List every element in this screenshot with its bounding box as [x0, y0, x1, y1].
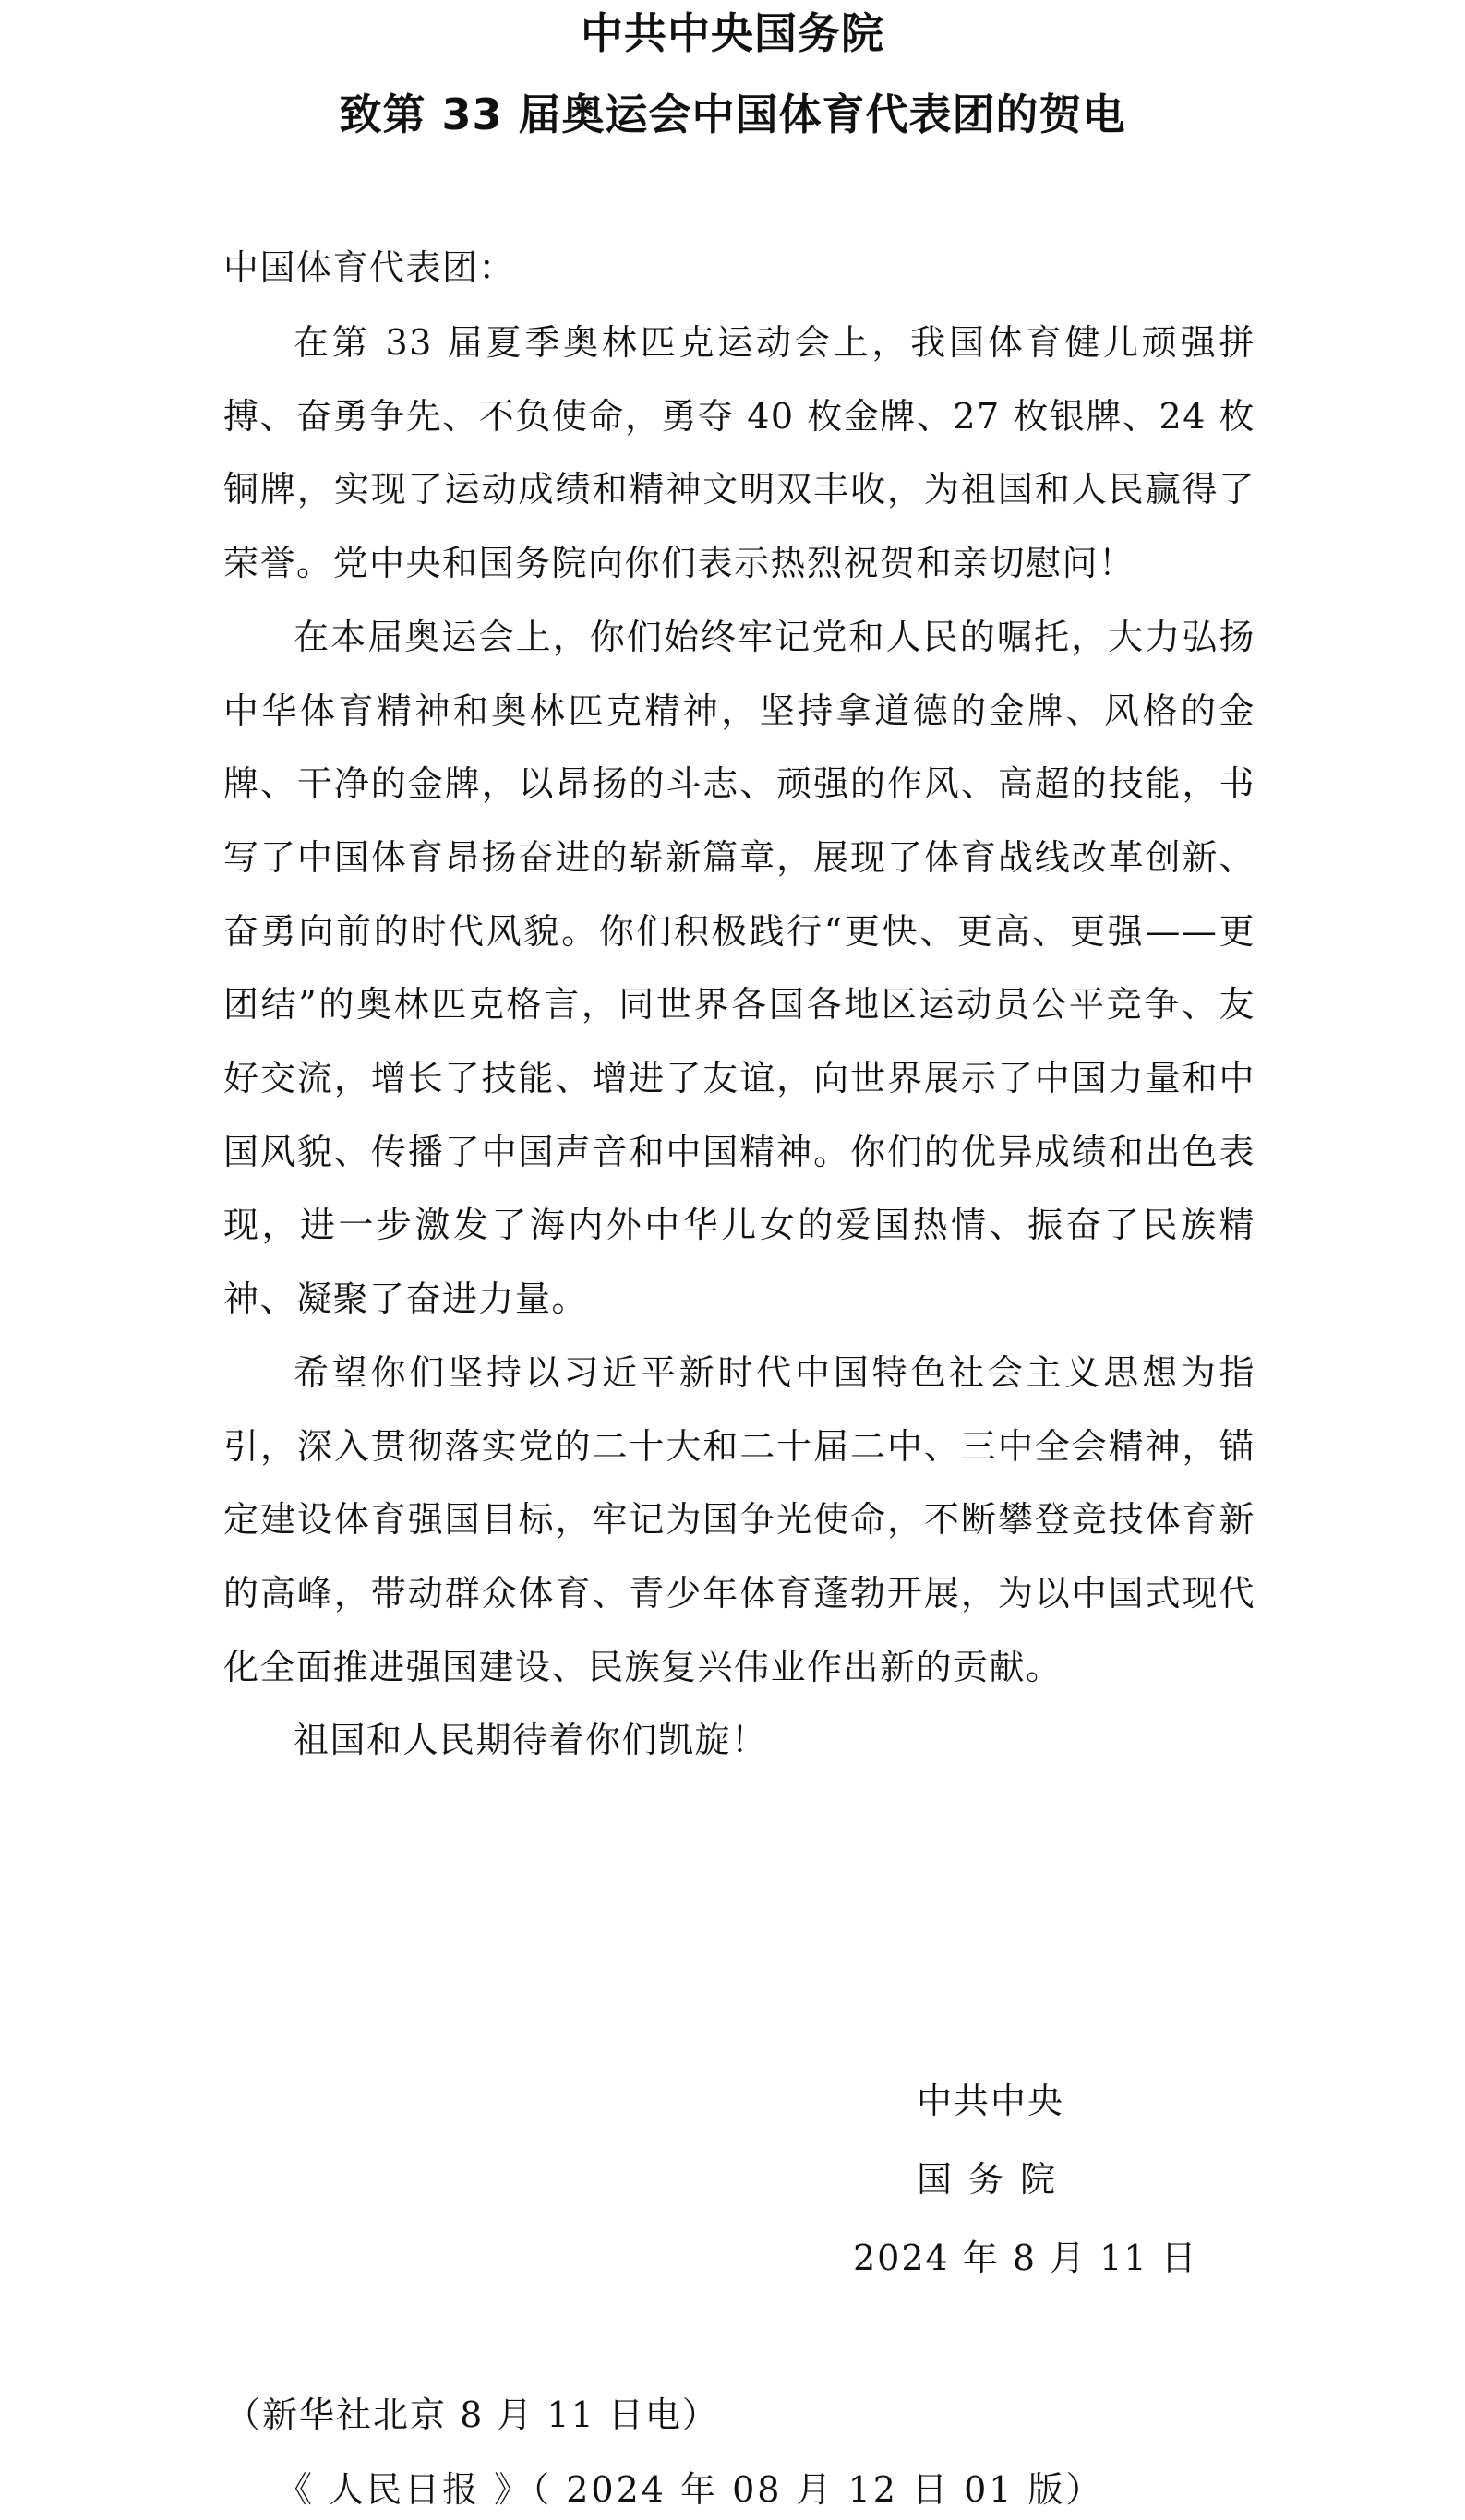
dispatch-note: （新华社北京 8 月 11 日电）	[225, 2394, 719, 2435]
source-note: 《 人民日报 》（ 2024 年 08 月 12 日 01 版）	[277, 2469, 1104, 2510]
signature-date: 2024 年 8 月 11 日	[853, 2238, 1198, 2278]
letter-body	[223, 306, 1255, 1778]
document-title-line1: 中共中央国务院	[581, 8, 884, 58]
salutation: 中国体育代表团：	[223, 247, 516, 288]
paragraph-2: 在本届奥运会上，你们始终牢记党和人民的嘱托，大力弘扬中华体育精神和奥林匹克精神，坚持拿道德的金牌、风格的金牌、干净的金牌，以昂扬的斗志、顽强的作风、高超的技能，书写了中国体育昂扬奋进的崭新篇章，展现了体育战线改革创新、奋勇向前的时代风貌。你们积极践行“更快、更高、更强——更团结”的奥林匹克格言，同世界各国各地区运动员公平竞争、友好交流，增长了技能、增进了友谊，向世界展示了中国力量和中国风貌、传播了中国声音和中国精神。你们的优异成绩和出色表现，进一步激发了海内外中华儿女的爱国热情、振奋了民族精神、凝聚了奋进力量。	[223, 616, 1255, 1320]
paragraph-3: 希望你们坚持以习近平新时代中国特色社会主义思想为指引，深入贯彻落实党的二十大和二十届二中、三中全会精神，锚定建设体育强国目标，牢记为国争光使命，不断攀登竞技体育新的高峰，带动群众体育、青少年体育蓬勃开展，为以中国式现代化全面推进强国建设、民族复兴伟业作出新的贡献。	[223, 1351, 1255, 1687]
paragraph-1: 在第 33 届夏季奥林匹克运动会上，我国体育健儿顽强拼搏、奋勇争先、不负使命，勇夺 40 枚金牌、27 枚银牌、24 枚铜牌，实现了运动成绩和精神文明双丰收，为祖国和人民赢得了荣誉。党中央和国务院向你们表示热烈祝贺和亲切慰问！	[223, 322, 1255, 584]
signature-sender-2: 国务院	[917, 2159, 1073, 2200]
paragraph-4: 祖国和人民期待着你们凯旋！	[294, 1720, 768, 1761]
document-title-line2: 致第 33 届奥运会中国体育代表团的贺电	[339, 90, 1126, 139]
signature-sender-1: 中共中央	[917, 2081, 1065, 2121]
